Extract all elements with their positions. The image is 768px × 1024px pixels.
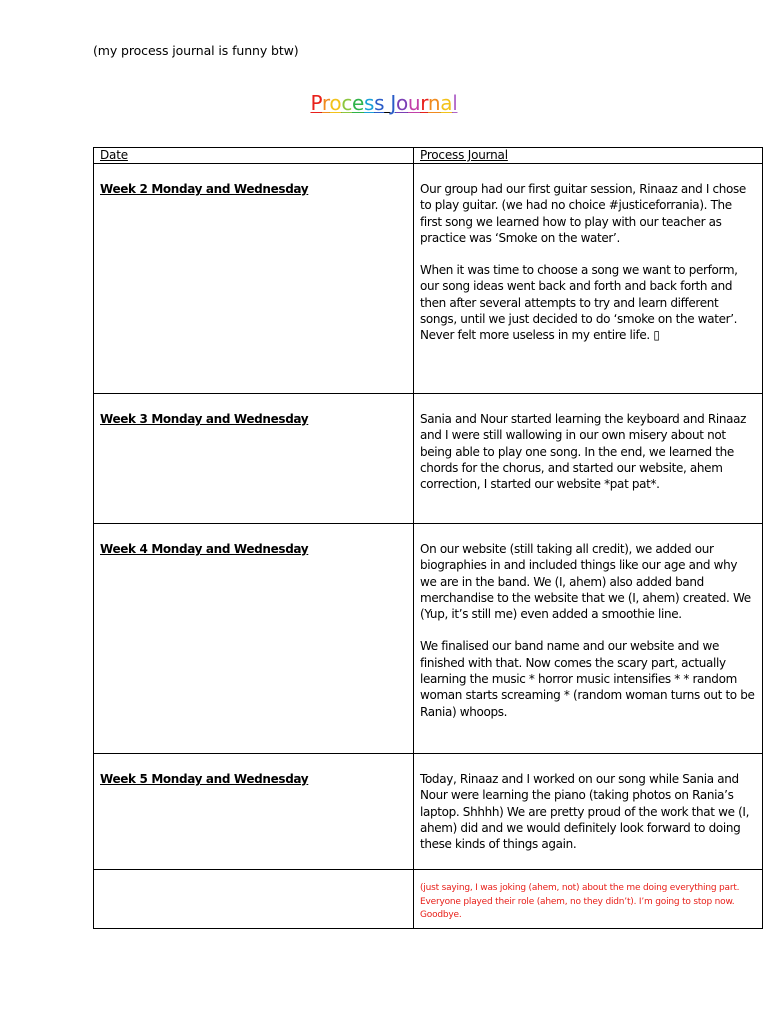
- table-row: [94, 524, 763, 754]
- title-letter: a: [440, 91, 453, 115]
- date-label: Week 3 Monday and Wednesday: [100, 412, 309, 426]
- date-cell: [94, 754, 414, 870]
- title-letter: n: [427, 91, 441, 115]
- date-cell: [94, 524, 414, 754]
- date-cell: [94, 394, 414, 524]
- table-row: [94, 164, 763, 394]
- title-letter: u: [407, 91, 421, 115]
- title-letter: r: [420, 91, 428, 115]
- title-letter: s: [374, 91, 385, 115]
- date-label: Week 4 Monday and Wednesday: [100, 542, 309, 556]
- title-letter: e: [352, 91, 365, 115]
- header-journal: [414, 148, 763, 164]
- table-row: [94, 754, 763, 870]
- title-letter: c: [341, 91, 353, 115]
- title-letter: J: [390, 91, 396, 115]
- journal-entry: [414, 524, 762, 720]
- journal-cell: [414, 394, 763, 524]
- header-journal-label: Process Journal: [420, 148, 508, 162]
- title-letter: l: [452, 91, 458, 115]
- journal-paragraph: When it was time to choose a song we want to perform, our song ideas went back and forth and back forth and then after several attempts to try and learn different songs, until we just decided to do ‘smoke on the water’. Never felt more useless in my entire life. ▯: [420, 263, 738, 343]
- title-letter: s: [364, 91, 375, 115]
- closing-note-cell: [414, 870, 763, 929]
- closing-note: (just saying, I was joking (ahem, not) about the me doing everything part. Everyone played their role (ahem, no they didn’t). I’m going to stop now. Goodbye.: [420, 883, 740, 920]
- empty-date-cell: [94, 870, 414, 929]
- journal-paragraph: Our group had our first guitar session, Rinaaz and I chose to play guitar. (we had no choice #justiceforrania). The first song we learned how to play with our teacher as practice was ‘Smoke on the water’.: [420, 182, 746, 245]
- journal-entry: [414, 394, 762, 492]
- header-date: [94, 148, 414, 164]
- title-text: [310, 91, 457, 115]
- journal-entry: [414, 164, 762, 344]
- date-label: Week 5 Monday and Wednesday: [100, 772, 309, 786]
- journal-paragraph: Sania and Nour started learning the keyboard and Rinaaz and I were still wallowing in our own misery about not being able to play one song. In the end, we learned the chords for the chorus, and started our website, ahem correction, I started our website *pat pat*.: [420, 412, 747, 492]
- journal-entry: [414, 754, 762, 852]
- header-date-label: Date: [100, 148, 128, 162]
- journal-cell: [414, 164, 763, 394]
- journal-paragraph: We finalised our band name and our website and we finished with that. Now comes the scary part, actually learning the music * horror music intensifies * * random woman starts screaming * (random woman turns out to be Rania) whoops.: [420, 639, 755, 719]
- journal-table: [93, 147, 763, 929]
- title-letter: o: [395, 91, 408, 115]
- journal-cell: [414, 754, 763, 870]
- date-cell: [94, 164, 414, 394]
- title-letter: P: [310, 91, 322, 115]
- table-row: [94, 870, 763, 929]
- journal-paragraph: Today, Rinaaz and I worked on our song while Sania and Nour were learning the piano (taking photos on Rania’s laptop. Shhhh) We are pretty proud of the work that we (I, ahem) did and we would definitely look forward to doing these kinds of things again.: [420, 772, 750, 852]
- title-letter: r: [321, 91, 330, 115]
- table-row: [94, 394, 763, 524]
- top-note: (my process journal is funny btw): [93, 43, 299, 58]
- journal-paragraph: On our website (still taking all credit), we added our biographies in and included things like our age and why we are in the band. We (I, ahem) also added band merchandise to the website that we (I, ahem) created. We (Yup, it’s still me) even added a smoothie line.: [420, 542, 751, 622]
- table-header-row: [94, 148, 763, 164]
- page-title: [0, 90, 768, 116]
- title-letter: o: [329, 91, 342, 115]
- date-label: Week 2 Monday and Wednesday: [100, 182, 309, 196]
- journal-cell: [414, 524, 763, 754]
